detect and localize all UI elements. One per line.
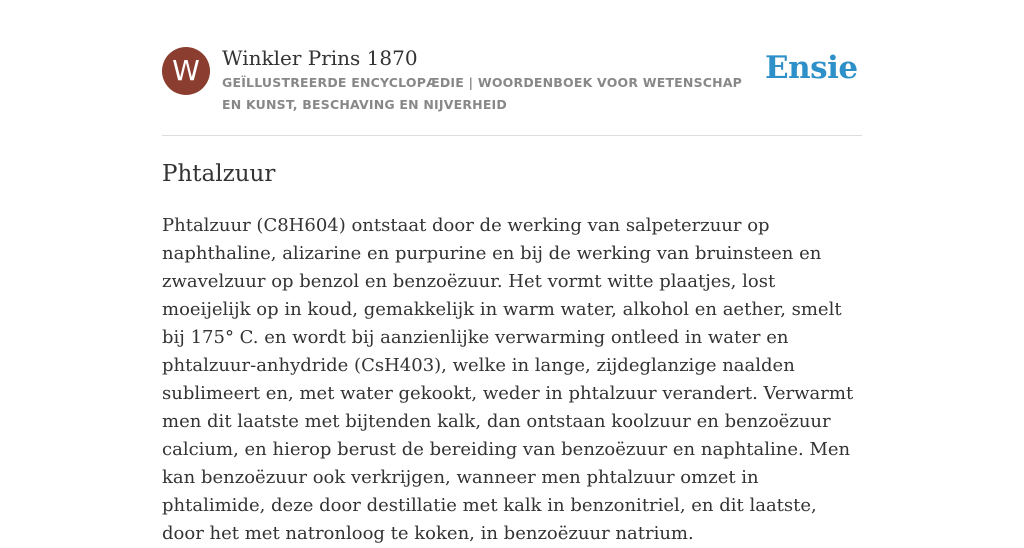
entry-title: Phtalzuur bbox=[162, 161, 276, 187]
source-avatar[interactable]: W bbox=[162, 47, 210, 95]
page bbox=[162, 0, 862, 544]
source-header bbox=[162, 46, 862, 116]
header-divider bbox=[162, 135, 862, 136]
ensie-logo[interactable]: Ensie bbox=[765, 50, 858, 86]
source-subtitle: GEÏLLUSTREERDE ENCYCLOPÆDIE | WOORDENBOEK VOOR WETENSCHAP EN KUNST, BESCHAVING EN NIJVERHEID bbox=[222, 75, 743, 112]
entry-body: Phtalzuur (C8H604) ontstaat door de werking van salpeterzuur op naphthaline, alizarine en purpurine en bij de werking van bruinsteen en zwavelzuur op benzol en benzoëzuur. Het vormt witte plaatjes, lost moeijelijk op in koud, gemakkelijk in warm water, alkohol en aether, smelt bij 175° C. en wordt bij aanzienlijke verwarming ontleed in water en phtalzuur-anhydride (CsH403), welke in lange, zijdeglanzige naalden sublimeert en, met water gekookt, weder in phtalzuur verandert. Verwarmt men dit laatste met bijtenden kalk, dan ontstaan koolzuur en benzoëzuur calcium, en hierop berust de bereiding van benzoëzuur en naphtaline. Men kan benzoëzuur ook verkrijgen, wanneer men phtalzuur omzet in phtalimide, deze door destillatie met kalk in benzonitriel, en dit laatste, door het met natronloog te koken, in benzoëzuur natrium. bbox=[162, 215, 854, 544]
source-title[interactable]: Winkler Prins 1870 bbox=[222, 46, 418, 70]
